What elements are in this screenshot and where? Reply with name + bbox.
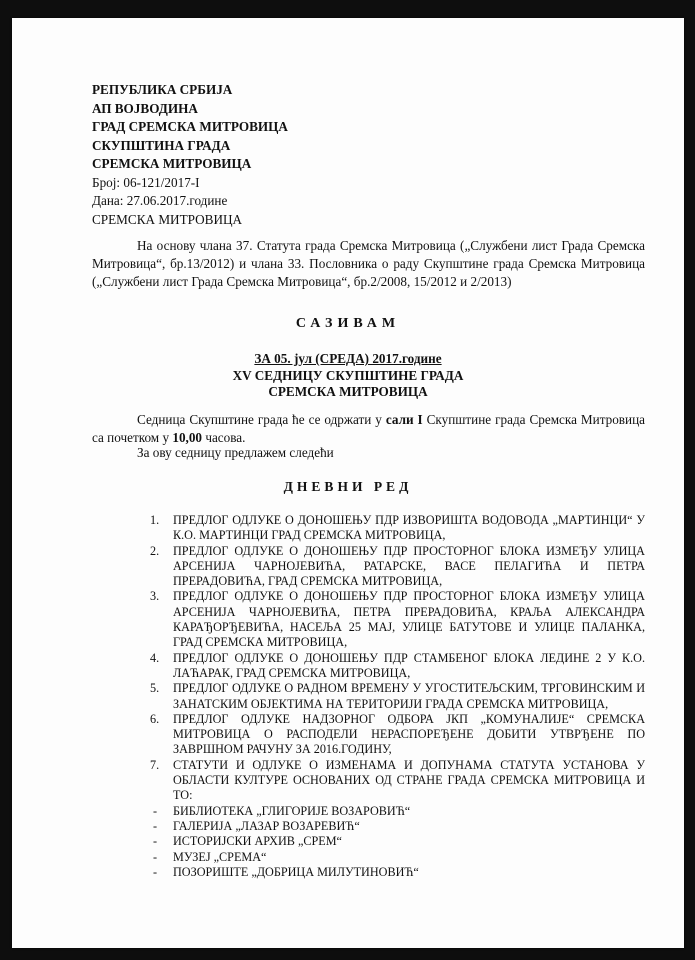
agenda-list xyxy=(145,513,645,880)
session-date: ЗА 05. јул (СРЕДА) 2017.године xyxy=(254,351,442,366)
agenda-item-text: ПРЕДЛОГ ОДЛУКЕ НАДЗОРНОГ ОДБОРА ЈКП „КОМУНАЛИЈЕ“ СРЕМСКА МИТРОВИЦА О РАСПОДЕЛИ НЕРАСПОРЕЂЕНЕ ДОБИТИ УТВРЂЕНЕ ПО ЗАВРШНОМ РАЧУНУ ЗА 2016.ГОДИНУ, xyxy=(173,711,645,757)
agenda-item-number: 5. xyxy=(150,681,160,696)
notice-part1: Седница Скупштине града ће се одржати у xyxy=(137,412,386,427)
agenda-item xyxy=(145,513,645,544)
agenda-item xyxy=(145,544,645,590)
session-city: СРЕМСКА МИТРОВИЦА xyxy=(268,384,428,399)
header-province: АП ВОЈВОДИНА xyxy=(92,100,198,116)
agenda-item-number: 6. xyxy=(150,711,160,726)
header-assembly-city: СРЕМСКА МИТРОВИЦА xyxy=(92,156,252,171)
session-notice xyxy=(92,411,645,447)
agenda-item-number: 2. xyxy=(150,543,160,558)
institution-item xyxy=(145,865,645,880)
bullet-dash: - xyxy=(153,849,158,864)
document-header xyxy=(92,81,288,229)
header-place: СРЕМСКА МИТРОВИЦА xyxy=(92,211,243,227)
institution-name: БИБЛИОТЕКА „ГЛИГОРИЈЕ ВОЗАРОВИЋ“ xyxy=(173,803,411,818)
institution-item xyxy=(145,804,645,819)
agenda-item xyxy=(145,712,645,758)
header-assembly: СКУПШТИНА ГРАДА xyxy=(92,137,231,153)
bullet-dash: - xyxy=(153,834,158,849)
header-date: Дана: 27.06.2017.године xyxy=(92,193,228,208)
agenda-item-text: ПРЕДЛОГ ОДЛУКЕ О ДОНОШЕЊУ ПДР ПРОСТОРНОГ БЛОКА ИЗМЕЂУ УЛИЦА АРСЕНИЈА ЧАРНОЈЕВИЋА, РАТАРСКЕ, ВАСЕ ПЕЛАГИЋА И ПЕТРА ПРЕРАДОВИЋА, ГРАД СРЕМСКА МИТРОВИЦА, xyxy=(173,543,645,589)
institution-item xyxy=(145,850,645,865)
agenda-item xyxy=(145,758,645,804)
session-info xyxy=(12,351,684,401)
agenda-item-number: 3. xyxy=(150,589,160,604)
agenda-item-text: ПРЕДЛОГ ОДЛУКЕ О ДОНОШЕЊУ ПДР ПРОСТОРНОГ БЛОКА ИЗМЕЂУ УЛИЦА АРСЕНИЈА ЧАРНОЈЕВИЋА, ПЕТРА ПРЕРАДОВИЋА, КРАЉА АЛЕКСАНДРА КАРАЂОРЂЕВИЋА, НАСЕЉА 25 МАЈ, УЛИЦЕ БАТУТОВЕ И УЛИЦЕ ПАЛАНКА, ГРАД СРЕМСКА МИТРОВИЦА, xyxy=(173,589,645,650)
institution-name: МУЗЕЈ „СРЕМА“ xyxy=(173,849,267,864)
intro-paragraph: На основу члана 37. Статута града Сремска Митровица („Службени лист Града Сремска Митровица“, бр.13/2012) и члана 33. Пословника о раду Скупштине града Сремска Митровица („Службени лист Града Сремска Митровица“, бр.2/2008, 15/2012 и 2/2013) xyxy=(92,238,645,290)
header-number: Број: 06-121/2017-I xyxy=(92,174,200,190)
session-name: XV СЕДНИЦУ СКУПШТИНЕ ГРАДА xyxy=(232,367,464,383)
bullet-dash: - xyxy=(153,803,158,818)
agenda-item-number: 1. xyxy=(150,513,160,527)
notice-part3: часова. xyxy=(202,430,246,445)
notice-part2: Скупштине града Сремска Митровица са почетком у xyxy=(92,412,646,445)
institution-name: ГАЛЕРИЈА „ЛАЗАР ВОЗАРЕВИЋ“ xyxy=(173,818,360,833)
institution-name: ИСТОРИЈСКИ АРХИВ „СРЕМ“ xyxy=(173,834,342,849)
header-city: ГРАД СРЕМСКА МИТРОВИЦА xyxy=(92,119,288,134)
institution-list xyxy=(145,804,645,880)
propose-line: За ову седницу предлажем следећи xyxy=(137,445,334,460)
institution-item xyxy=(145,834,645,849)
institution-name: ПОЗОРИШТЕ „ДОБРИЦА МИЛУТИНОВИЋ“ xyxy=(173,864,419,879)
agenda-item xyxy=(145,651,645,682)
bullet-dash: - xyxy=(153,864,158,879)
bullet-dash: - xyxy=(153,818,158,833)
header-republic: РЕПУБЛИКА СРБИЈА xyxy=(92,82,233,97)
agenda-item-text: ПРЕДЛОГ ОДЛУКЕ О ДОНОШЕЊУ ПДР СТАМБЕНОГ БЛОКА ЛЕДИНЕ 2 У К.О. ЛАЋАРАК, ГРАД СРЕМСКА МИТРОВИЦА, xyxy=(173,650,645,680)
notice-time: 10,00 xyxy=(172,430,203,445)
agenda-item-number: 7. xyxy=(150,757,160,772)
agenda-item-text: СТАТУТИ И ОДЛУКЕ О ИЗМЕНАМА И ДОПУНАМА СТАТУТА УСТАНОВА У ОБЛАСТИ КУЛТУРЕ ОСНОВАНИХ ОД СТРАНЕ ГРАДА СРЕМСКА МИТРОВИЦА И ТО: xyxy=(173,757,645,803)
convene-title: САЗИВАМ xyxy=(295,316,401,331)
agenda-title: ДНЕВНИ РЕД xyxy=(283,479,413,494)
agenda-item-text: ПРЕДЛОГ ОДЛУКЕ О РАДНОМ ВРЕМЕНУ У УГОСТИТЕЉСКИМ, ТРГОВИНСКИМ И ЗАНАТСКИМ ОБЈЕКТИМА НА ТЕРИТОРИЈИ ГРАДА СРЕМСКА МИТРОВИЦА, xyxy=(173,681,645,711)
document-page xyxy=(12,18,684,948)
notice-hall: сали I xyxy=(385,412,423,427)
agenda-item xyxy=(145,589,645,650)
agenda-item-text: ПРЕДЛОГ ОДЛУКЕ О ДОНОШЕЊУ ПДР ИЗВОРИШТА ВОДОВОДА „МАРТИНЦИ“ У К.О. МАРТИНЦИ ГРАД СРЕМСКА МИТРОВИЦА, xyxy=(173,513,645,543)
agenda-item-number: 4. xyxy=(150,650,160,665)
agenda-item xyxy=(145,681,645,712)
institution-item xyxy=(145,819,645,834)
